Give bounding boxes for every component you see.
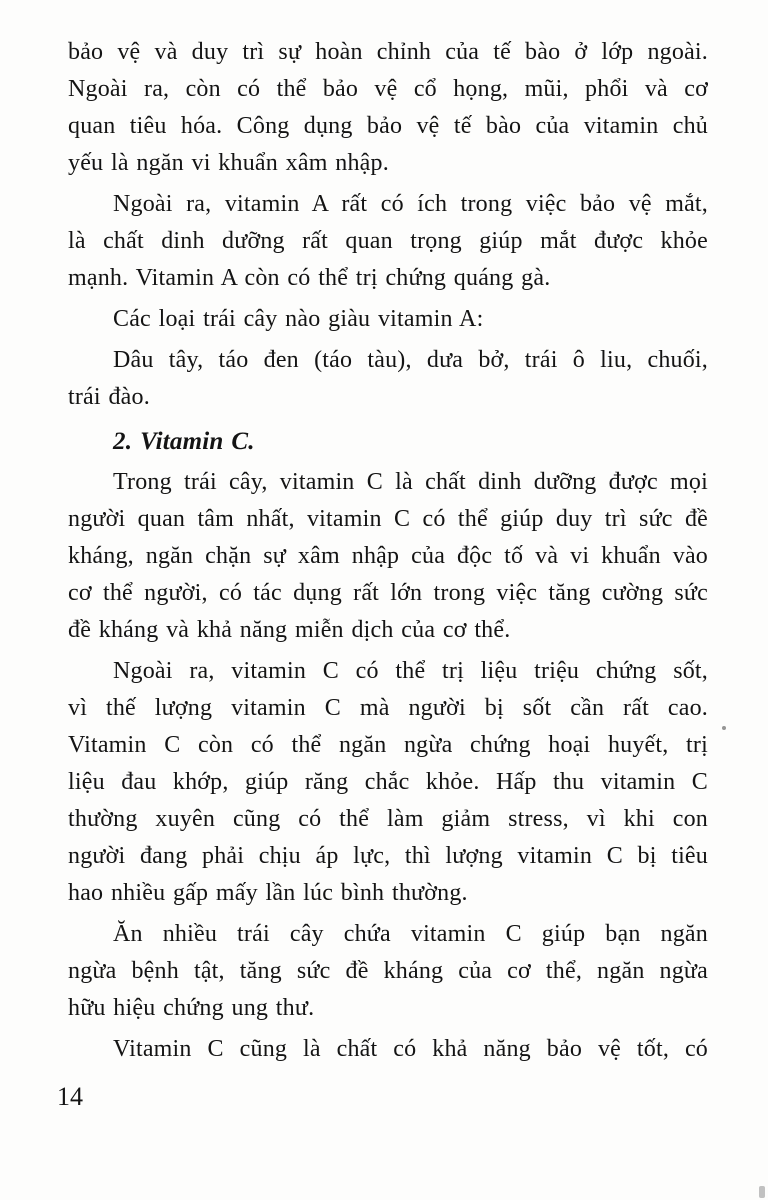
text-line: Ngoài ra, vitamin C có thể trị liệu triệu chứng sốt, (113, 658, 708, 684)
text-line: trái đào. (68, 384, 150, 410)
text-line: Ngoài ra, còn có thể bảo vệ cổ họng, mũi, phổi và cơ (68, 76, 708, 102)
paragraph (68, 1031, 708, 1068)
text-line: người quan tâm nhất, vitamin C có thể giúp duy trì sức đề (68, 506, 708, 532)
text-line: yếu là ngăn vi khuẩn xâm nhập. (68, 150, 389, 176)
text-line: kháng, ngăn chặn sự xâm nhập của độc tố và vi khuẩn vào (68, 543, 708, 569)
paragraph (68, 342, 708, 416)
paragraph (68, 34, 708, 182)
text-line: Ngoài ra, vitamin A rất có ích trong việc bảo vệ mắt, (113, 191, 708, 217)
text-line: Ăn nhiều trái cây chứa vitamin C giúp bạn ngăn (113, 921, 708, 947)
text-line: thường xuyên cũng có thể làm giảm stress, vì khi con (68, 806, 708, 832)
text-line: 2. Vitamin C. (113, 428, 255, 455)
paragraph (68, 653, 708, 912)
text-line: hao nhiều gấp mấy lần lúc bình thường. (68, 880, 468, 906)
text-line: vì thế lượng vitamin C mà người bị sốt cần rất cao. (68, 695, 708, 721)
paragraph (68, 916, 708, 1027)
text-line: ngừa bệnh tật, tăng sức đề kháng của cơ thể, ngăn ngừa (68, 958, 708, 984)
paragraph (68, 464, 708, 649)
paragraph (68, 301, 708, 338)
scan-corner-smudge-icon (759, 1186, 765, 1198)
text-line: Vitamin C còn có thể ngăn ngừa chứng hoại huyết, trị (68, 732, 708, 758)
text-line: bảo vệ và duy trì sự hoàn chỉnh của tế bào ở lớp ngoài. (68, 39, 708, 65)
section-heading (68, 423, 708, 460)
scan-speck-icon (722, 726, 726, 730)
paragraph (68, 186, 708, 297)
text-block (68, 34, 708, 1072)
text-line: Các loại trái cây nào giàu vitamin A: (113, 306, 484, 332)
text-line: cơ thể người, có tác dụng rất lớn trong việc tăng cường sức (68, 580, 708, 606)
text-line: là chất dinh dưỡng rất quan trọng giúp mắt được khỏe (68, 228, 708, 254)
text-line: Dâu tây, táo đen (táo tàu), dưa bở, trái ô liu, chuối, (113, 347, 708, 373)
text-line: mạnh. Vitamin A còn có thể trị chứng quáng gà. (68, 265, 551, 291)
text-line: liệu đau khớp, giúp răng chắc khỏe. Hấp thu vitamin C (68, 769, 708, 795)
page-number: 14 (57, 1082, 83, 1111)
text-line: hữu hiệu chứng ung thư. (68, 995, 315, 1021)
text-line: Trong trái cây, vitamin C là chất dinh dưỡng được mọi (113, 469, 708, 495)
text-line: người đang phải chịu áp lực, thì lượng vitamin C bị tiêu (68, 843, 708, 869)
text-line: quan tiêu hóa. Công dụng bảo vệ tế bào của vitamin chủ (68, 113, 708, 139)
text-line: đề kháng và khả năng miễn dịch của cơ thể. (68, 617, 511, 643)
text-line: Vitamin C cũng là chất có khả năng bảo vệ tốt, có (113, 1036, 708, 1062)
